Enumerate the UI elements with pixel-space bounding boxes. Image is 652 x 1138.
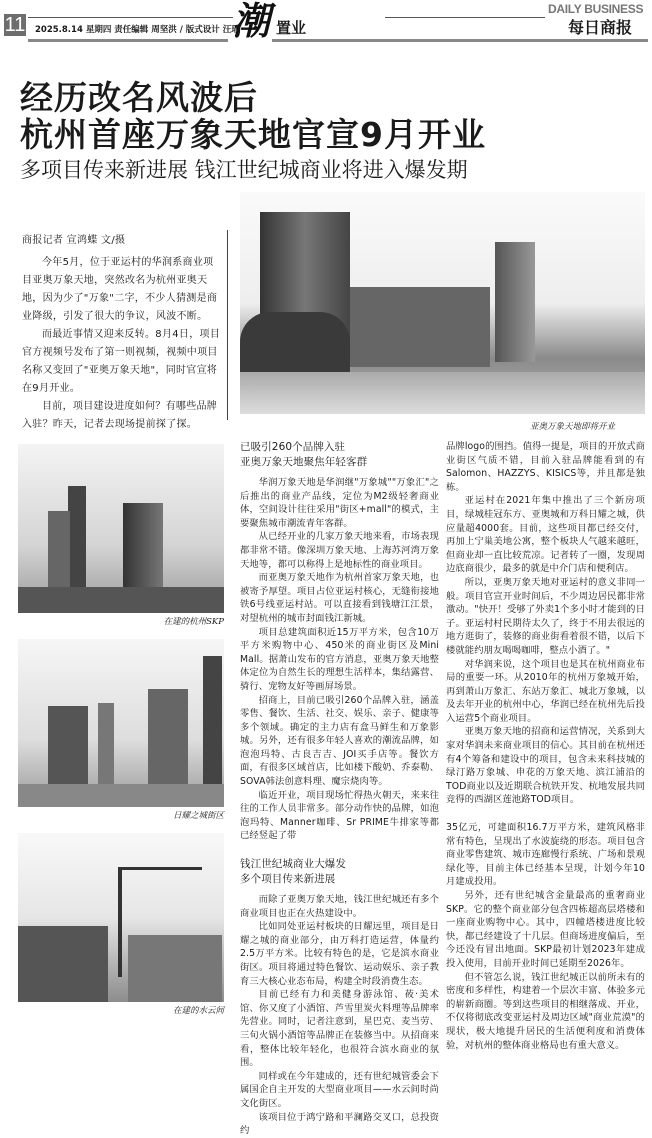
- header-bar: [272, 39, 648, 42]
- photo-shuiyunjian-caption: 在建的水云间: [172, 1006, 224, 1017]
- paragraph: 对华润来说，这个项目也是其在杭州商业布局的重要一环。从2010年的杭州万象城开始，再到萧山万象汇、东站万象汇、城北万象城，以及去年开业的杭州中心，华润已经在杭州先后投入运营5个商业项目。: [446, 658, 645, 724]
- middle-column: [240, 440, 439, 1138]
- photo-skp: [18, 444, 224, 613]
- photo-skp-caption: 在建的杭州SKP: [163, 616, 224, 627]
- header-bar: [28, 39, 228, 42]
- dateline: 2025.8.14 星期四 责任编辑 周坚洪 / 版式设计 汪瑶: [35, 25, 240, 35]
- left-column: [18, 232, 224, 1018]
- section-name: 置业: [276, 19, 307, 37]
- photo-shuiyunjian: [18, 833, 224, 1002]
- page-number: 11: [4, 14, 26, 36]
- paragraph: 目前，项目建设进度如何？有哪些品牌入驻？昨天，记者去现场提前探了探。: [22, 401, 218, 430]
- paragraph: 招商上，目前已吸引260个品牌入驻，涵盖零售、餐饮、生活、社交、娱乐、亲子、健康等多个领域。确定的主力店有盒马鲜生和万象影城。另外，还有很多年轻人喜欢的潮流品牌，如泡泡玛特、古良吉吉、JOI买手店等。餐饮方面，有很多区域首店，比如楼下酸奶、乔泰勒、SOVA韩法创意料理、魔宗烧肉等。: [240, 694, 439, 788]
- subheadline: 多项目传来新进展 钱江世纪城商业将进入爆发期: [20, 158, 468, 182]
- column-rule: [227, 230, 228, 420]
- main-photo: [240, 192, 645, 414]
- paragraph: 而最近事情又迎来反转。8月4日，项目官方视频号发布了第一则视频，视频中项目名称又变回了"亚奥万象天地"，同时官宣将在9月开业。: [22, 329, 221, 394]
- header-rule: [28, 17, 233, 18]
- paragraph: 亚运村在2021年集中推出了三个新房项目，绿城桂冠东方、亚奥城和万科日耀之城，供应量超4000套。目前，这些项目都已经交付，再加上宁巢美地公寓，整个板块人气越来越旺，但商业却一直比较荒凉。记者转了一圈，发现周边底商很少，最多的就是中介门店和便利店。: [446, 495, 645, 575]
- paragraph: 从已经开业的几家万象天地来看，市场表现都非常不错。像深圳万象天地、上海苏河湾万象天地等，都可以称得上是地标性的商业项目。: [240, 531, 439, 570]
- right-column: [446, 440, 645, 1052]
- paragraph: 今年5月，位于亚运村的华润系商业项目亚奥万象天地，突然改名为杭州亚奥天地，因为少了"万象"二字，不少人猜测是商业降级，引发了很大的争议，风波不断。: [22, 257, 218, 322]
- paragraph: 同样或在今年建成的，还有世纪城管委会下属国企自主开发的大型商业项目——水云间时尚文化街区。: [240, 1070, 439, 1109]
- section1-heading: 已吸引260个品牌入驻 亚奥万象天地聚焦年轻客群: [240, 441, 368, 468]
- main-photo-caption: 亚奥万象天地即将开业: [530, 422, 616, 432]
- paragraph: 35亿元，可建面积16.7万平方米，建筑风格非常有特色，呈现出了水波旋绕的形态。项目包含商业零售建筑、城市连廊慢行系统、广场和景观绿化等，目前主体已经基本呈现，计划今年10月建成投用。: [446, 822, 645, 888]
- intro-column: [18, 232, 224, 434]
- headline-line2: 杭州首座万象天地官宣9月开业: [20, 115, 486, 154]
- section2-heading: 钱江世纪城商业大爆发 多个项目传来新进展: [240, 858, 346, 886]
- paragraph: 华润万象天地是华润继"万象城""万象汇"之后推出的商业产品线，定位为M2级轻奢商业体，空间设计往往采用"街区+mall"的模式，主要聚焦城市潮流青年客群。: [240, 477, 439, 529]
- headline-line1: 经历改名风波后: [20, 78, 258, 117]
- paragraph: 另外，还有世纪城含金量最高的重奢商业SKP。它的整个商业部分包含四栋超高层塔楼和一座商业购物中心。其中，四幢塔楼进度比较快，都已经建设了十几层。但商场进度偏后，至今还没有冒出地面。SKP最初计划2023年建成投入使用，目前开业时间已延期至2026年。: [446, 890, 645, 969]
- photo-riyao-caption: 日耀之城街区: [172, 811, 224, 822]
- paragraph: 比如同处亚运村板块的日耀远里，项目是日耀之城的商业部分，由万科打造运营，体量约2.5万平方米。比较有特色的是，它是滨水商业街区。项目将通过特色餐饮、运动娱乐、亲子教育三大核心业态布局，构建全时段消费生态。: [240, 921, 439, 987]
- paper-english-name: DAILY BUSINESS: [548, 2, 644, 16]
- paragraph: 而除了亚奥万象天地，钱江世纪城还有多个商业项目也正在火热建设中。: [240, 894, 439, 919]
- section-logo: 潮: [232, 0, 271, 43]
- photo-riyao: [18, 639, 224, 808]
- paragraph: 但不管怎么说，钱江世纪城正以前所未有的密度和多样性，构建着一个层次丰富、体验多元的崭新商圈。等到这些项目的相继落成、开业，不仅将彻底改变亚运村及周边区域"商业荒漠"的现状，极大地提升居民的生活便利度和消费体验，对杭州的整体商业格局也有重大意义。: [446, 971, 645, 1051]
- paragraph: 目前已经有力和美健身游泳馆、莜·美术馆、你又度了小酒馆、芦雪里炭火料理等品牌率先营业。同时，记者注意到，星巴克、麦当劳、三旬火锅小酒馆等品牌正在装修当中。从招商来看，整体比较年轻化，也很符合滨水商业的氛围。: [240, 989, 439, 1069]
- paragraph: 品牌logo的围挡。值得一提是，项目的开放式商业街区气质不错，目前入驻品牌能看到的有Salomon、HAZZYS、KISICS等，并且都是独栋。: [446, 441, 645, 493]
- header-rule: [385, 17, 545, 18]
- paragraph: 而亚奥万象天地作为杭州首家万象天地，也被寄予厚望。项目占位亚运村核心，无缝衔接地铁6号线亚运村站。可以直接看到钱塘江江景，对望杭州的城市封面钱江新城。: [240, 572, 439, 624]
- paragraph: 所以，亚奥万象天地对亚运村的意义非同一般。项目官宣开业时间后，不少周边居民都非常激动。"快开！受够了外卖1个多小时才能到的日子。亚运村村民期待太久了，终于不用去很远的地方逛街了，装修的商业街看着很不错，以后下楼就能约朋友喝喝咖啡，整点小酒了。": [446, 576, 645, 656]
- paragraph: 亚奥万象天地的招商和运营情况，关系到大家对华润未来商业项目的信心。其目前在杭州还有4个筹备和建设中的项目，包含未来科技城的绿汀路万象城、申花的万象天地、滨江浦沿的TOD商业以及近期联合杭铁开发、杭地发展共同竞得的西湖区莲池路TOD项目。: [446, 726, 645, 806]
- byline: 商报记者 宣鸿蝶 文/摄: [22, 235, 126, 246]
- paragraph: 项目总建筑面积近15万平方米，包含10万平方米购物中心、450米的商业街区及Mini Mall。据萧山发布的官方消息，亚奥万象天地整体定位为自然生长的理想生活样本，集结露营、骑行、宠物友好等画屏场景。: [240, 626, 439, 692]
- paragraph: 临近开业，项目现场忙得热火朝天，来来往往的工作人员非常多。部分动作快的品牌，如泡泡玛特、Manner咖啡、Sr PRIME牛排家等都已经竖起了带: [240, 789, 439, 842]
- paragraph: 该项目位于鸿宁路和平澜路交叉口，总投资约: [240, 1111, 439, 1137]
- paper-name: 每日商报: [568, 18, 633, 37]
